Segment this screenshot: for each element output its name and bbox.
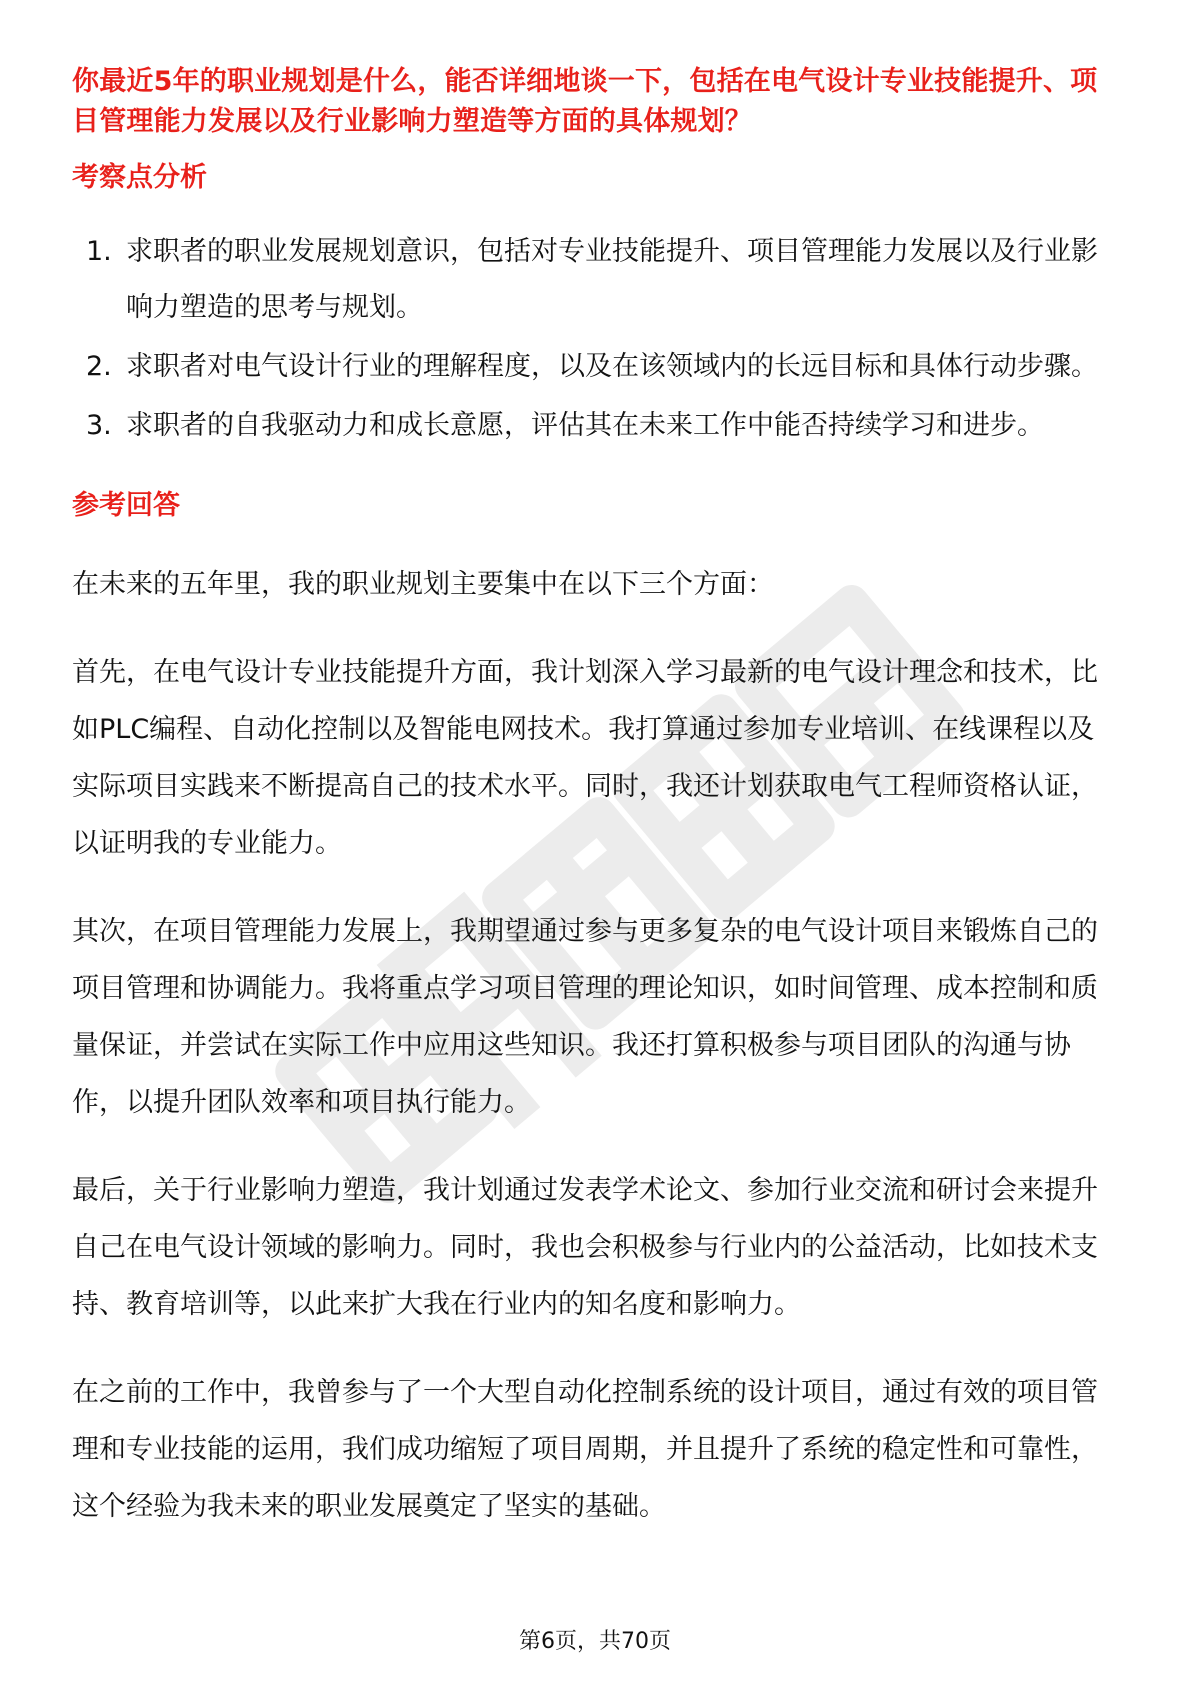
analysis-points-list (72, 224, 1118, 454)
analysis-point (72, 398, 1118, 454)
analysis-point-text: 求职者的职业发展规划意识，包括对专业技能提升、项目管理能力发展以及行业影响力塑造的思考与规划。 (126, 236, 1098, 323)
list-number: 1. (86, 236, 112, 267)
answer-paragraph: 最后，关于行业影响力塑造，我计划通过发表学术论文、参加行业交流和研讨会来提升自己在电气设计领域的影响力。同时，我也会积极参与行业内的公益活动，比如技术支持、教育培训等，以此来扩大我在行业内的知名度和影响力。 (72, 1175, 1098, 1320)
list-number: 3. (86, 410, 112, 441)
answer-paragraph: 在之前的工作中，我曾参与了一个大型自动化控制系统的设计项目，通过有效的项目管理和专业技能的运用，我们成功缩短了项目周期，并且提升了系统的稳定性和可靠性，这个经验为我未来的职业发展奠定了坚实的基础。 (72, 1377, 1098, 1522)
analysis-point (72, 224, 1118, 336)
interview-question: 你最近5年的职业规划是什么，能否详细地谈一下，包括在电气设计专业技能提升、项目管理能力发展以及行业影响力塑造等方面的具体规划？ (72, 66, 1098, 137)
page-number: 第6页，共70页 (519, 1629, 671, 1654)
analysis-point-text: 求职者的自我驱动力和成长意愿，评估其在未来工作中能否持续学习和进步。 (126, 410, 1044, 441)
analysis-heading: 考察点分析 (72, 162, 207, 193)
analysis-point-text: 求职者对电气设计行业的理解程度，以及在该领域内的长远目标和具体行动步骤。 (126, 351, 1098, 382)
analysis-point (72, 339, 1118, 395)
answer-paragraph: 首先，在电气设计专业技能提升方面，我计划深入学习最新的电气设计理念和技术，比如PLC编程、自动化控制以及智能电网技术。我打算通过参加专业培训、在线课程以及实际项目实践来不断提高自己的技术水平。同时，我还计划获取电气工程师资格认证，以证明我的专业能力。 (72, 657, 1098, 859)
answer-heading: 参考回答 (72, 490, 180, 521)
answer-paragraph: 在未来的五年里，我的职业规划主要集中在以下三个方面： (72, 569, 774, 600)
list-number: 2. (86, 351, 112, 382)
answer-paragraph: 其次，在项目管理能力发展上，我期望通过参与更多复杂的电气设计项目来锻炼自己的项目管理和协调能力。我将重点学习项目管理的理论知识，如时间管理、成本控制和质量保证，并尝试在实际工作中应用这些知识。我还打算积极参与项目团队的沟通与协作，以提升团队效率和项目执行能力。 (72, 916, 1098, 1118)
document-body (72, 62, 1118, 1535)
